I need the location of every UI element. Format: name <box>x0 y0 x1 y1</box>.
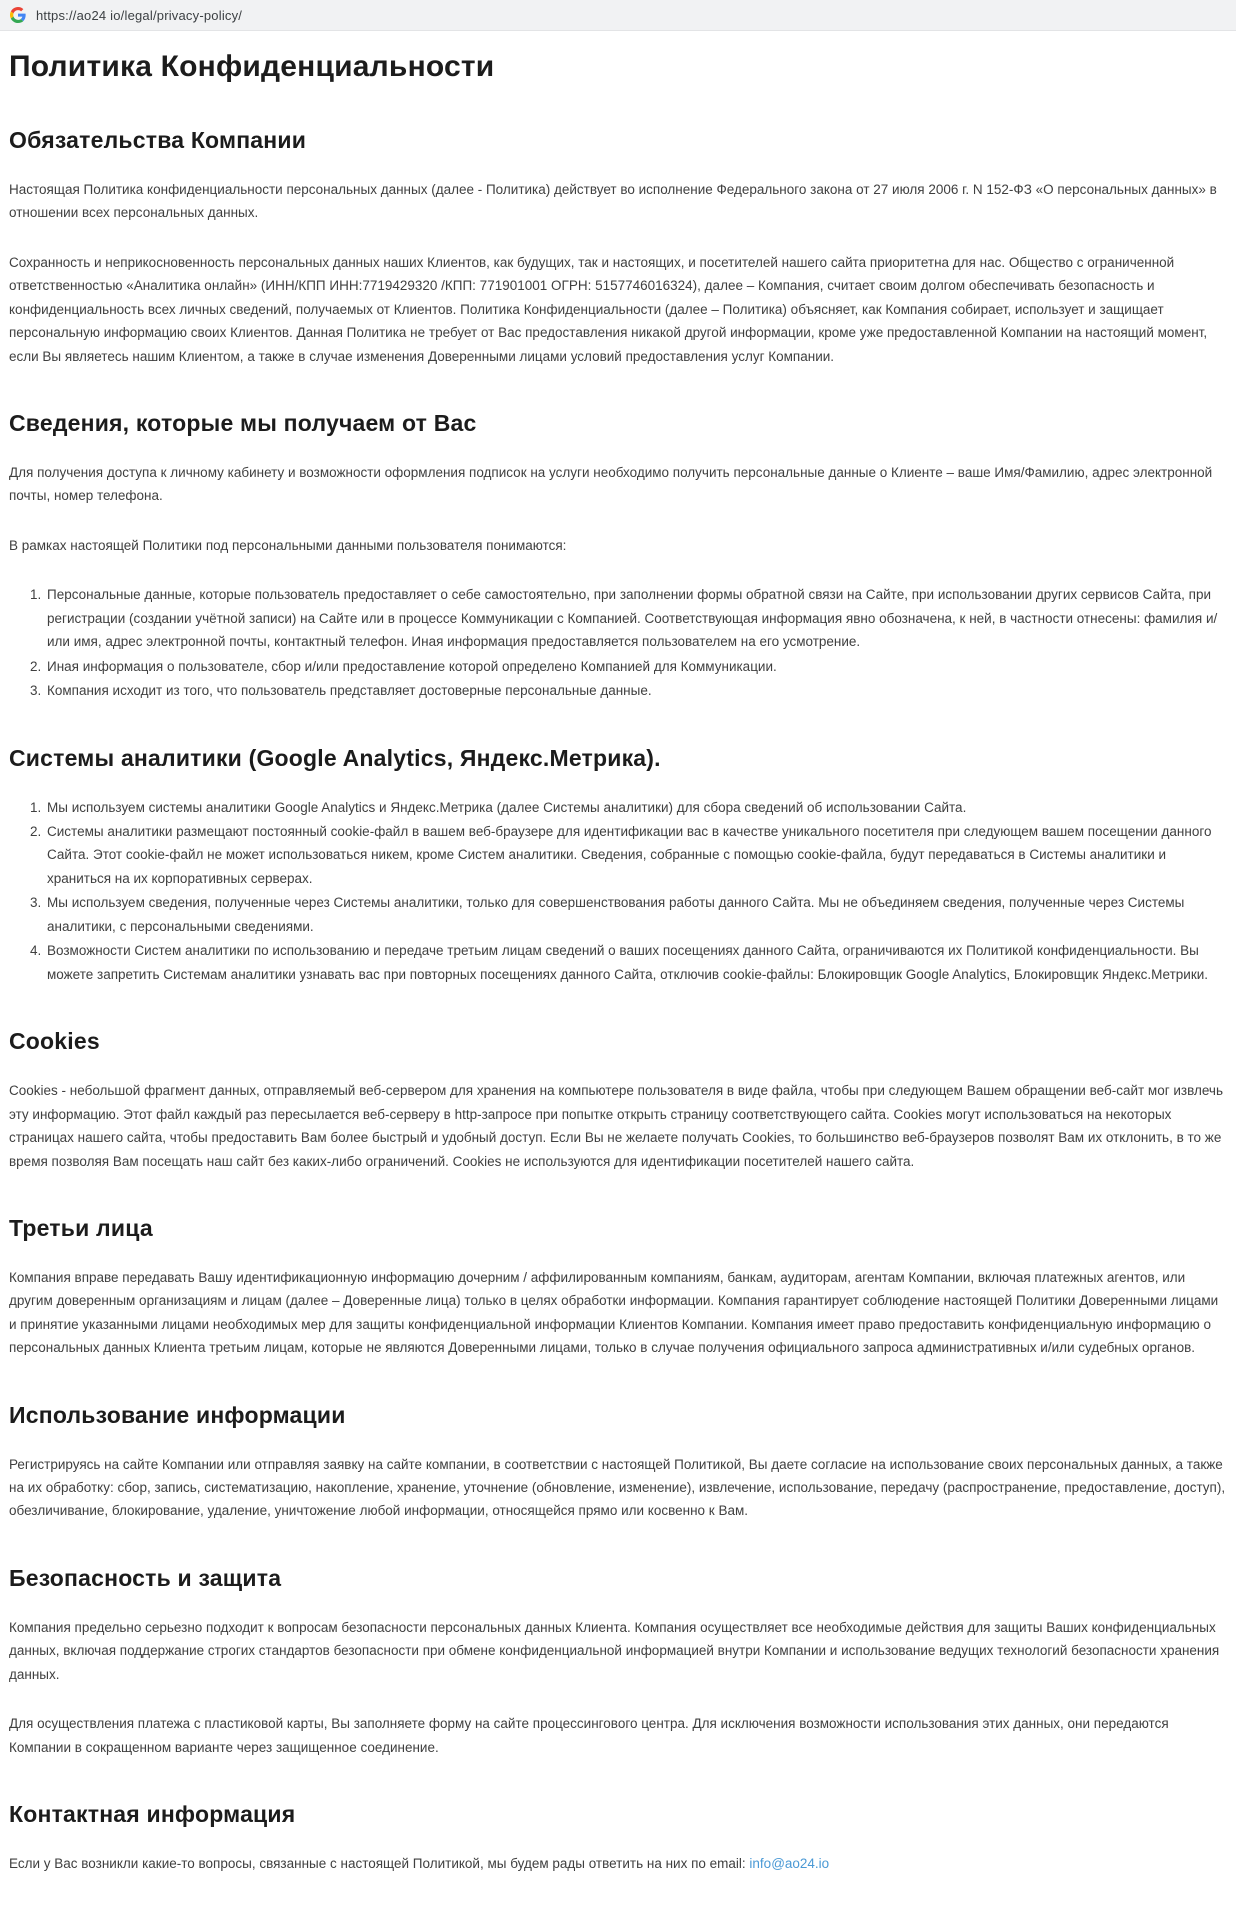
paragraph: Компания вправе передавать Вашу идентификационную информацию дочерним / аффилированным компаниям, банкам, аудиторам, агентам Компании, включая платежных агентов, или другим доверенным организациям и лицам (далее – Доверенные лица) только в целях обработки информации. Компания гарантирует соблюдение настоящей Политики Доверенными лицами и принятие указанными лицами необходимых мер для защиты конфиденциальной информации Клиентов Компании. Компания имеет право предоставить конфиденциальную информацию о персональных данных Клиента третьим лицам, которые не являются Доверенными лицами, только в случае получения официального запроса административных и/или судебных органов. <box>9 1269 1219 1356</box>
page-title: Политика Конфиденциальности <box>9 50 495 83</box>
email-link[interactable]: info@ao24.io <box>749 1855 830 1871</box>
paragraph: Компания предельно серьезно подходит к вопросам безопасности персональных данных Клиента. Компания осуществляет все необходимые действия для защиты Ваших конфиденциальных данных, включая поддержание строгих стандартов безопасности при обмене конфиденциальной информацией внутри Компании и использование ведущих технологий безопасности хранения данных. <box>9 1619 1220 1682</box>
section-heading-analytics-systems: Системы аналитики (Google Analytics, Яндекс.Метрика). <box>9 744 661 771</box>
paragraph: Для получения доступа к личному кабинету и возможности оформления подписок на услуги необходимо получить персональные данные о Клиенте – ваше Имя/Фамилию, адрес электронной почты, номер телефона. <box>9 464 1213 504</box>
section-heading-third-parties: Третьи лица <box>9 1215 153 1242</box>
list-item: 1. Персональные данные, которые пользователь предоставляет о себе самостоятельно, при заполнении формы обратной связи на Сайте, при использовании других сервисов Сайта, при регистрации (создании учётной записи) на Сайте или в процессе Коммуникации с Компанией. Соответствующая информация явно обозначена, к ней, в частности отнесены: фамилия и/или имя, адрес электронной почты, контактный телефон. Иная информация предоставляется пользователем на его усмотрение. <box>45 583 1227 653</box>
paragraph: Сохранность и неприкосновенность персональных данных наших Клиентов, как будущих, так и настоящих, и посетителей нашего сайта приоритетна для нас. Общество с ограниченной ответственностью «Аналитика онлайн» (ИНН/КПП ИНН:7719429320 /КПП: 771901001 ОГРН: 5157746016324), далее – Компания, считает своим долгом обеспечивать безопасность и конфиденциальность всех личных сведений, получаемых от Клиентов. Политика Конфиденциальности (далее – Политика) объясняет, как Компания собирает, использует и защищает персональную информацию своих Клиентов. Данная Политика не требует от Вас предоставления никакой другой информации, кроме уже предоставленной Компании на настоящий момент, если Вы являетесь нашим Клиентом, а также в случае изменения Доверенными лицами условий предоставления услуг Компании. <box>9 254 1208 364</box>
list-item: 3. Мы используем сведения, полученные через Системы аналитики, только для совершенствования работы данного Сайта. Мы не объединяем сведения, полученные через Системы аналитики, с персональными сведениями. <box>45 891 1227 938</box>
list-item: 2. Системы аналитики размещают постоянный cookie-файл в вашем веб-браузере для идентификации вас в качестве уникального посетителя при следующем вашем посещении данного Сайта. Этот cookie-файл не может использоваться никем, кроме Систем аналитики. Сведения, собранные с помощью cookie-файла, будут передаваться в Системы аналитики и храниться на их корпоративных серверах. <box>45 820 1227 890</box>
list-item: 3. Компания исходит из того, что пользователь представляет достоверные персональные данные. <box>45 679 1227 702</box>
list-item: 2. Иная информация о пользователе, сбор и/или предоставление которой определено Компанией для Коммуникации. <box>45 655 1227 678</box>
list-item: 1. Мы используем системы аналитики Google Analytics и Яндекс.Метрика (далее Системы аналитики) для сбора сведений об использовании Сайта. <box>45 796 1227 819</box>
address-url[interactable]: https://ao24 io/legal/privacy-policy/ <box>36 7 243 23</box>
section-heading-contact: Контактная информация <box>9 1801 296 1828</box>
paragraph: Настоящая Политика конфиденциальности персональных данных (далее - Политика) действует во исполнение Федерального закона от 27 июля 2006 г. N 152-ФЗ «О персональных данных» в отношении всех персональных данных. <box>9 181 1217 221</box>
section-heading-information-use: Использование информации <box>9 1401 346 1428</box>
section-heading-security: Безопасность и защита <box>9 1564 282 1591</box>
section-heading-obligations: Обязательства Компании <box>9 127 307 153</box>
google-g-icon <box>10 7 26 23</box>
list-item: 4. Возможности Систем аналитики по использованию и передаче третьим лицам сведений о ваших посещениях данного Сайта, ограничиваются их Политикой конфиденциальности. Вы можете запретить Системам аналитики узнавать вас при повторных посещениях данного Сайта, отключив cookie-файлы: Блокировщик Google Analytics, Блокировщик Яндекс.Метрики. <box>45 939 1227 986</box>
section-heading-cookies: Cookies <box>9 1028 100 1055</box>
paragraph: Регистрируясь на сайте Компании или отправляя заявку на сайте компании, в соответствии с настоящей Политикой, Вы даете согласие на использование своих персональных данных, а также на их обработку: сбор, запись, систематизацию, накопление, хранение, уточнение (обновление, изменение), извлечение, использование, передачу (распространение, предоставление, доступ), обезличивание, блокирование, удаление, уничтожение любой информации, относящейся прямо или косвенно к Вам. <box>9 1456 1226 1519</box>
browser-url-bar <box>0 0 1236 31</box>
paragraph: Cookies - небольшой фрагмент данных, отправляемый веб-сервером для хранения на компьютере пользователя в виде файла, чтобы при следующем Вашем обращении веб-сайт мог извлечь эту информацию. Этот файл каждый раз пересылается веб-серверу в http-запросе при попытке открыть страницу соответствующего сайта. Cookies могут использоваться на некоторых страницах нашего сайта, чтобы предоставить Вам более быстрый и удобный доступ. Если Вы не желаете получать Cookies, то большинство веб-браузеров позволят Вам их отклонить, в то же время позволяя Вам посещать наш сайт без каких-либо ограничений. Cookies не используются для идентификации посетителей нашего сайта. <box>9 1083 1223 1169</box>
paragraph: Если у Вас возникли какие-то вопросы, связанные с настоящей Политикой, мы будем рады ответить на них по email: info@ao24.io <box>9 1855 830 1871</box>
information-we-receive-numbered-list <box>9 583 1227 702</box>
section-heading-information-we-receive: Сведения, которые мы получаем от Вас <box>9 410 477 437</box>
paragraph: Для осуществления платежа с пластиковой карты, Вы заполняете форму на сайте процессингового центра. Для исключения возможности использования этих данных, они передаются Компании в сокращенном варианте через защищенное соединение. <box>9 1716 1169 1755</box>
paragraph: В рамках настоящей Политики под персональными данными пользователя понимаются: <box>9 537 567 553</box>
privacy-policy-document <box>0 49 1236 1931</box>
analytics-systems-numbered-list <box>9 796 1227 987</box>
sections-container <box>9 126 1227 1875</box>
